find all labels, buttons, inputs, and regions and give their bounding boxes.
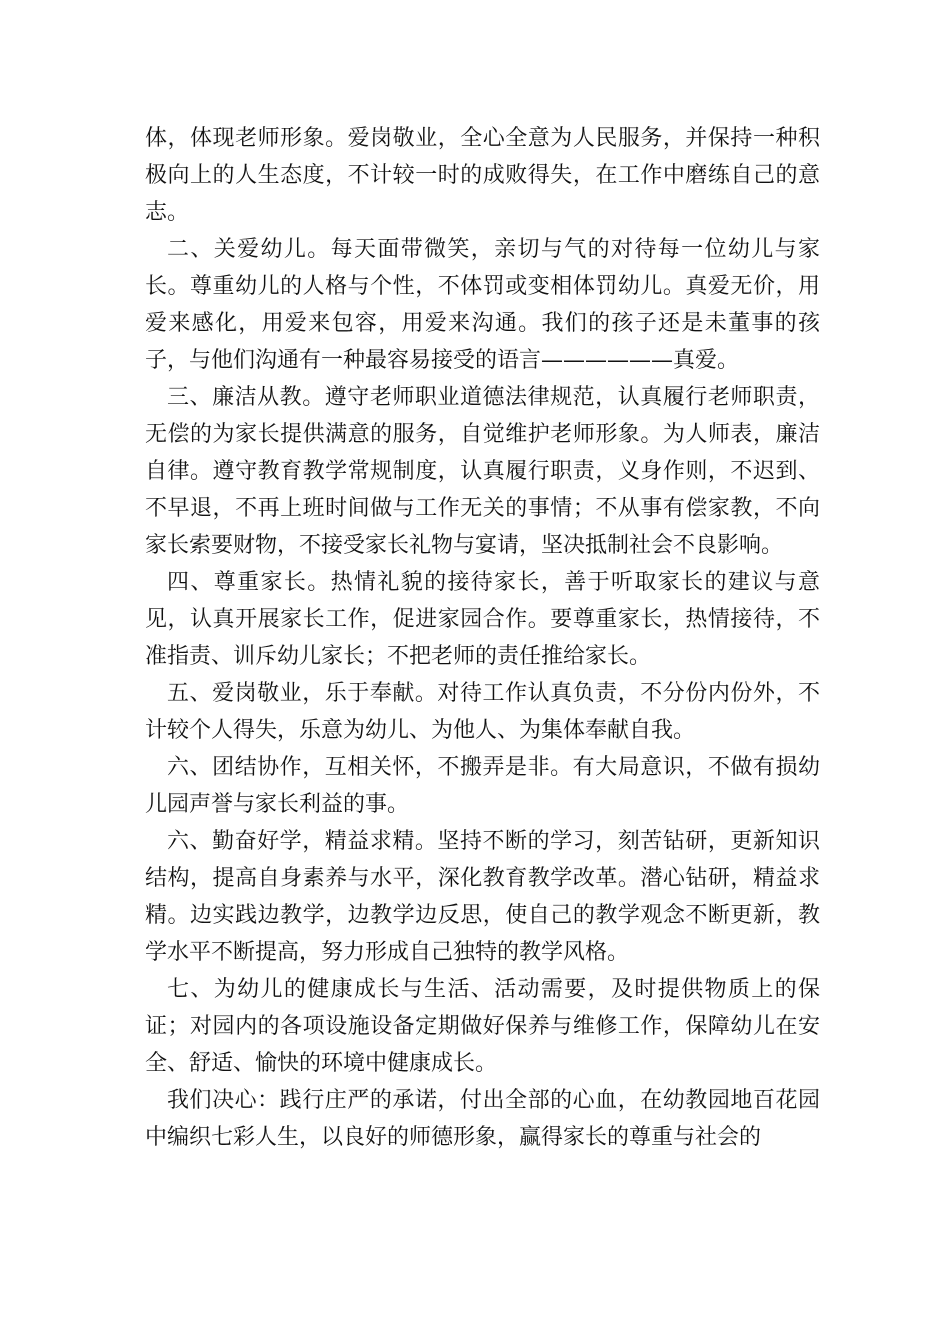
paragraph-health-and-safety: 七、为幼儿的健康成长与生活、活动需要，及时提供物质上的保证；对园内的各项设施设备定期做好保养与维修工作，保障幼儿在安全、舒适、愉快的环境中健康成长。 [145, 977, 820, 1076]
paragraph-dedication: 五、爱岗敬业，乐于奉献。对待工作认真负责，不分份内份外，不计较个人得失，乐意为幼儿、为他人、为集体奉献自我。 [145, 681, 820, 743]
paragraph-diligent-study: 六、勤奋好学，精益求精。坚持不断的学习，刻苦钻研，更新知识结构，提高自身素养与水平，深化教育教学改革。潜心钻研，精益求精。边实践边教学，边教学边反思，使自己的教学观念不断更新，教学水平不断提高，努力形成自己独特的教学风格。 [145, 829, 820, 965]
paragraph-teamwork: 六、团结协作，互相关怀，不搬弄是非。有大局意识，不做有损幼儿园声誉与家长利益的事。 [145, 755, 820, 817]
paragraph-resolution: 我们决心：践行庄严的承诺，付出全部的心血，在幼教园地百花园中编织七彩人生，以良好的师德形象，赢得家长的尊重与社会的 [145, 1088, 820, 1150]
document-page [145, 120, 820, 1156]
paragraph-respect-parents: 四、尊重家长。热情礼貌的接待家长，善于听取家长的建议与意见，认真开展家长工作，促进家园合作。要尊重家长，热情接待，不准指责、训斥幼儿家长；不把老师的责任推给家长。 [145, 570, 820, 669]
paragraph-intro-continued: 体，体现老师形象。爱岗敬业，全心全意为人民服务，并保持一种积极向上的人生态度，不计较一时的成败得失，在工作中磨练自己的意志。 [145, 126, 820, 225]
paragraph-integrity-in-teaching: 三、廉洁从教。遵守老师职业道德法律规范，认真履行老师职责，无偿的为家长提供满意的服务，自觉维护老师形象。为人师表，廉洁自律。遵守教育教学常规制度，认真履行职责，义身作则，不迟到、不早退，不再上班时间做与工作无关的事情；不从事有偿家教，不向家长索要财物，不接受家长礼物与宴请，坚决抵制社会不良影响。 [145, 385, 820, 558]
paragraph-care-for-children: 二、关爱幼儿。每天面带微笑，亲切与气的对待每一位幼儿与家长。尊重幼儿的人格与个性，不体罚或变相体罚幼儿。真爱无价，用爱来感化，用爱来包容，用爱来沟通。我们的孩子还是未董事的孩子，与他们沟通有一种最容易接受的语言——————真爱。 [145, 237, 820, 373]
